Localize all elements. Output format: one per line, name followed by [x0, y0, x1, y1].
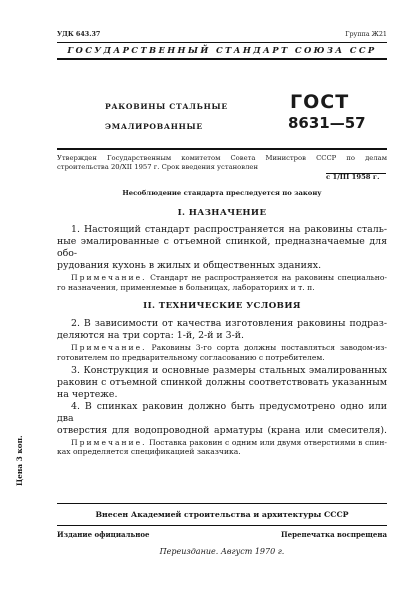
- title-rule: [57, 148, 387, 150]
- gost-label: ГОСТ: [290, 91, 350, 113]
- section-1-heading: I. НАЗНАЧЕНИЕ: [177, 208, 267, 218]
- paragraph-2-line-2: деляются на три сорта: 1-й, 2-й и 3-й.: [57, 330, 245, 341]
- enforcement-note: Несоблюдение стандарта преследуется по закону: [122, 189, 322, 197]
- note-2-line-1: [57, 343, 387, 353]
- gost-number: 8631—57: [288, 114, 366, 132]
- reissue-note: Переиздание. Август 1970 г.: [159, 547, 285, 556]
- note-3-line-1: [57, 438, 387, 448]
- standard-banner: ГОСУДАРСТВЕННЫЙ СТАНДАРТ СОЮЗА ССР: [67, 45, 377, 55]
- official-edition: Издание официальное: [57, 530, 150, 539]
- udk-code: УДК 643.37: [57, 30, 101, 38]
- reprint-prohibited: Перепечатка воспрещена: [281, 530, 387, 539]
- note-1-line-1: [57, 273, 387, 283]
- header-rule-bottom: [57, 58, 387, 60]
- note-1-text-a: Стандарт не распространяется на раковины специально-: [146, 273, 387, 282]
- document-title-line1: РАКОВИНЫ СТАЛЬНЫЕ: [105, 102, 228, 111]
- note-2-text-a: Раковины 3-го сорта должны поставляться заводом-из-: [146, 343, 387, 352]
- paragraph-3-line-1: 3. Конструкция и основные размеры стальных эмалированных: [71, 364, 387, 376]
- price-label: Цена 3 коп.: [15, 435, 24, 486]
- paragraph-4-line-2: отверстия для водопроводной арматуры (крана или смесителя).: [57, 424, 387, 436]
- footer-rule-top: [57, 503, 387, 504]
- paragraph-3-line-3: на чертеже.: [57, 388, 118, 400]
- note-1-label: Примечание.: [71, 273, 147, 282]
- header-rule-top: [57, 42, 387, 43]
- note-1-line-2: го назначения, применяемые в больницах, лабораториях и т. п.: [57, 282, 315, 292]
- paragraph-4-line-1: 4. В спинках раковин должно быть предусмотрено одно или два: [57, 400, 387, 424]
- paragraph-2-line-1: 2. В зависимости от качества изготовления раковины подраз-: [71, 318, 387, 329]
- section-2-heading: II. ТЕХНИЧЕСКИЕ УСЛОВИЯ: [143, 301, 301, 311]
- paragraph-1-line-3: рудования кухонь в жилых и общественных зданиях.: [57, 260, 322, 271]
- note-2-label: Примечание.: [71, 343, 147, 352]
- footer-rule-bottom: [57, 525, 387, 526]
- note-2-line-2: готовителем по предварительному согласованию с потребителем.: [57, 352, 325, 362]
- document-title-line2: ЭМАЛИРОВАННЫЕ: [105, 122, 203, 131]
- paragraph-1-line-1: 1. Настоящий стандарт распространяется на раковины сталь-: [71, 224, 387, 235]
- approval-line-2: строительства 20/XII 1957 г. Срок введения установлен: [57, 163, 258, 171]
- note-3-text-a: Поставка раковин с одним или двумя отверстиями в спин-: [146, 437, 387, 447]
- group-code: Группа Ж21: [345, 30, 387, 38]
- section-2-body: [57, 318, 387, 457]
- section-1-body: [57, 224, 387, 293]
- note-3-line-2: ках определяется спецификацией заказчика.: [57, 447, 241, 457]
- paragraph-3-line-2: раковин с отъемной спинкой должны соответствовать указанным: [57, 376, 387, 388]
- introduced-by: Внесен Академией строительства и архитектуры СССР: [95, 510, 349, 519]
- paragraph-1-line-2: ные эмалированные с отъемной спинкой, предназначаемые для обо-: [57, 236, 387, 259]
- approval-line-1: Утвержден Государственным комитетом Совета Министров СССР по делам: [57, 154, 387, 162]
- note-3-label: Примечание.: [71, 437, 147, 447]
- effective-date: с 1/III 1958 г.: [326, 173, 380, 181]
